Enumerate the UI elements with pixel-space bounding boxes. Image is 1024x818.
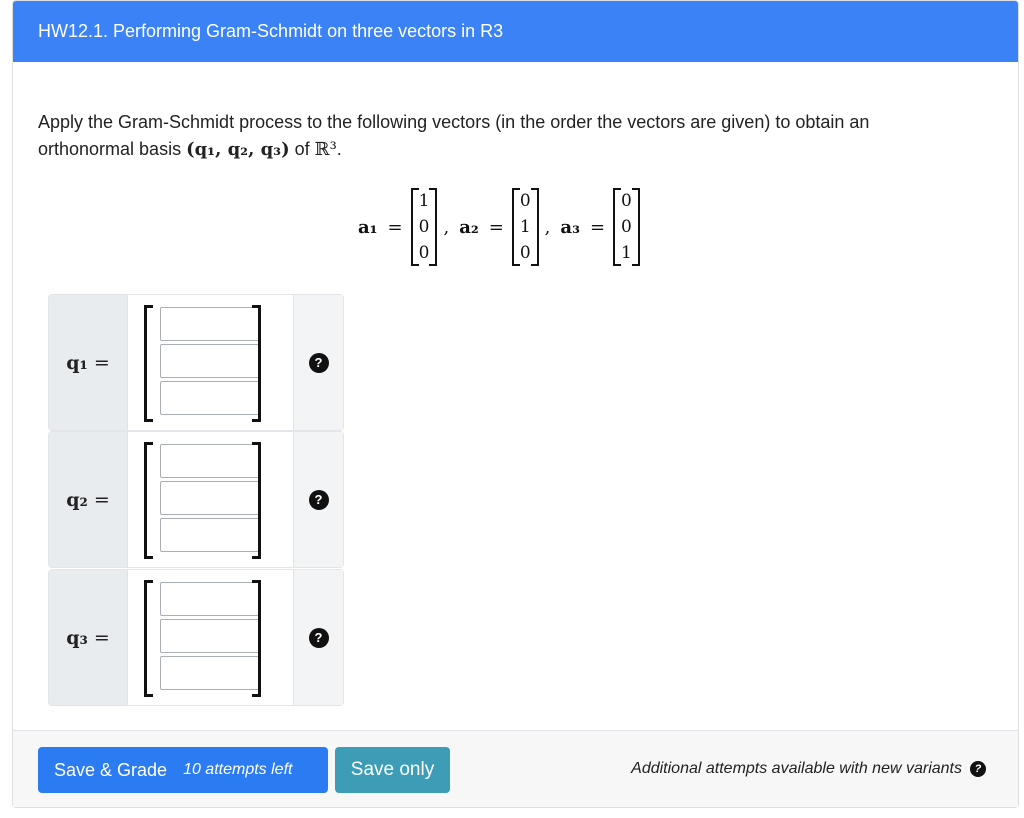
q2-entry-3-input[interactable] <box>160 518 260 552</box>
question-help-icon[interactable]: ? <box>309 490 329 510</box>
equals-sign: = <box>387 216 403 238</box>
vector-a1-label: a₁ <box>358 216 378 238</box>
attempts-left: 10 attempts left <box>183 761 293 778</box>
q3-symbol: q₃ <box>66 626 88 649</box>
q1-symbol: q₁ <box>66 351 88 374</box>
prompt-line-2-prefix: orthonormal basis <box>38 139 187 159</box>
q1-entry-1-input[interactable] <box>160 307 260 341</box>
vector-a2-entry: 1 <box>519 217 531 237</box>
prompt-line-2-mid: of <box>289 139 315 159</box>
vector-input-q1 <box>128 295 294 430</box>
given-vectors <box>358 183 640 271</box>
help-cell <box>294 570 343 705</box>
additional-attempts-note <box>631 760 986 778</box>
prompt-line-1: Apply the Gram-Schmidt process to the following vectors (in the order the vectors are given) to obtain an <box>38 112 870 132</box>
vector-a1-entry: 0 <box>418 217 430 237</box>
right-bracket <box>252 580 261 697</box>
q2-entry-1-input[interactable] <box>160 444 260 478</box>
answer-label-q3 <box>49 570 128 705</box>
equals-sign: = <box>488 216 504 238</box>
vector-a1-entry: 1 <box>418 191 430 211</box>
answer-row-q2 <box>48 431 344 568</box>
left-bracket <box>144 305 153 422</box>
vector-input-q2 <box>128 432 294 567</box>
comma-separator: , <box>544 216 551 238</box>
question-help-icon[interactable]: ? <box>970 761 986 777</box>
question-help-icon[interactable]: ? <box>309 353 329 373</box>
vector-a1 <box>411 188 438 266</box>
help-cell <box>294 432 343 567</box>
vector-a3-label: a₃ <box>560 216 580 238</box>
equals-sign: = <box>93 488 110 511</box>
save-only-button[interactable]: Save only <box>335 747 450 793</box>
question-card <box>12 0 1019 808</box>
additional-attempts-text: Additional attempts available with new variants <box>631 760 962 777</box>
save-and-grade-label: Save & Grade <box>54 759 168 780</box>
comma-separator: , <box>443 216 450 238</box>
vector-a3 <box>613 188 640 266</box>
q1-entry-2-input[interactable] <box>160 344 260 378</box>
vector-a1-entry: 0 <box>418 243 430 263</box>
equals-sign: = <box>589 216 606 238</box>
basis-notation: (q₁, q₂, q₃) <box>186 139 290 160</box>
question-prompt <box>38 109 988 163</box>
answer-label-q1 <box>49 295 128 430</box>
q2-entry-2-input[interactable] <box>160 481 260 515</box>
vector-a2-entry: 0 <box>519 191 531 211</box>
q3-entry-3-input[interactable] <box>160 656 260 690</box>
vector-a3-entry: 0 <box>621 191 632 211</box>
right-bracket <box>252 305 261 422</box>
vector-a3-entry: 1 <box>621 243 632 263</box>
vector-a2 <box>512 188 539 266</box>
q1-entry-3-input[interactable] <box>160 381 260 415</box>
q3-entry-2-input[interactable] <box>160 619 260 653</box>
vector-input-q3 <box>128 570 294 705</box>
left-bracket <box>144 442 153 559</box>
q3-entry-1-input[interactable] <box>160 582 260 616</box>
question-title: HW12.1. Performing Gram-Schmidt on three vectors in R3 <box>13 1 1018 62</box>
q2-symbol: q₂ <box>66 488 88 511</box>
question-footer <box>13 730 1018 807</box>
save-and-grade-button[interactable] <box>38 747 328 793</box>
vector-a3-entry: 0 <box>621 217 632 237</box>
left-bracket <box>144 580 153 697</box>
right-bracket <box>252 442 261 559</box>
equals-sign: = <box>93 351 110 374</box>
help-cell <box>294 295 343 430</box>
vector-a2-entry: 0 <box>519 243 531 263</box>
prompt-line-2-end: . <box>336 139 342 159</box>
question-help-icon[interactable]: ? <box>309 628 329 648</box>
equals-sign: = <box>93 626 110 649</box>
answer-label-q2 <box>49 432 128 567</box>
answer-row-q3 <box>48 569 344 706</box>
space-notation: ℝ³ <box>314 139 337 160</box>
answer-row-q1 <box>48 294 344 431</box>
vector-a2-label: a₂ <box>459 216 479 238</box>
